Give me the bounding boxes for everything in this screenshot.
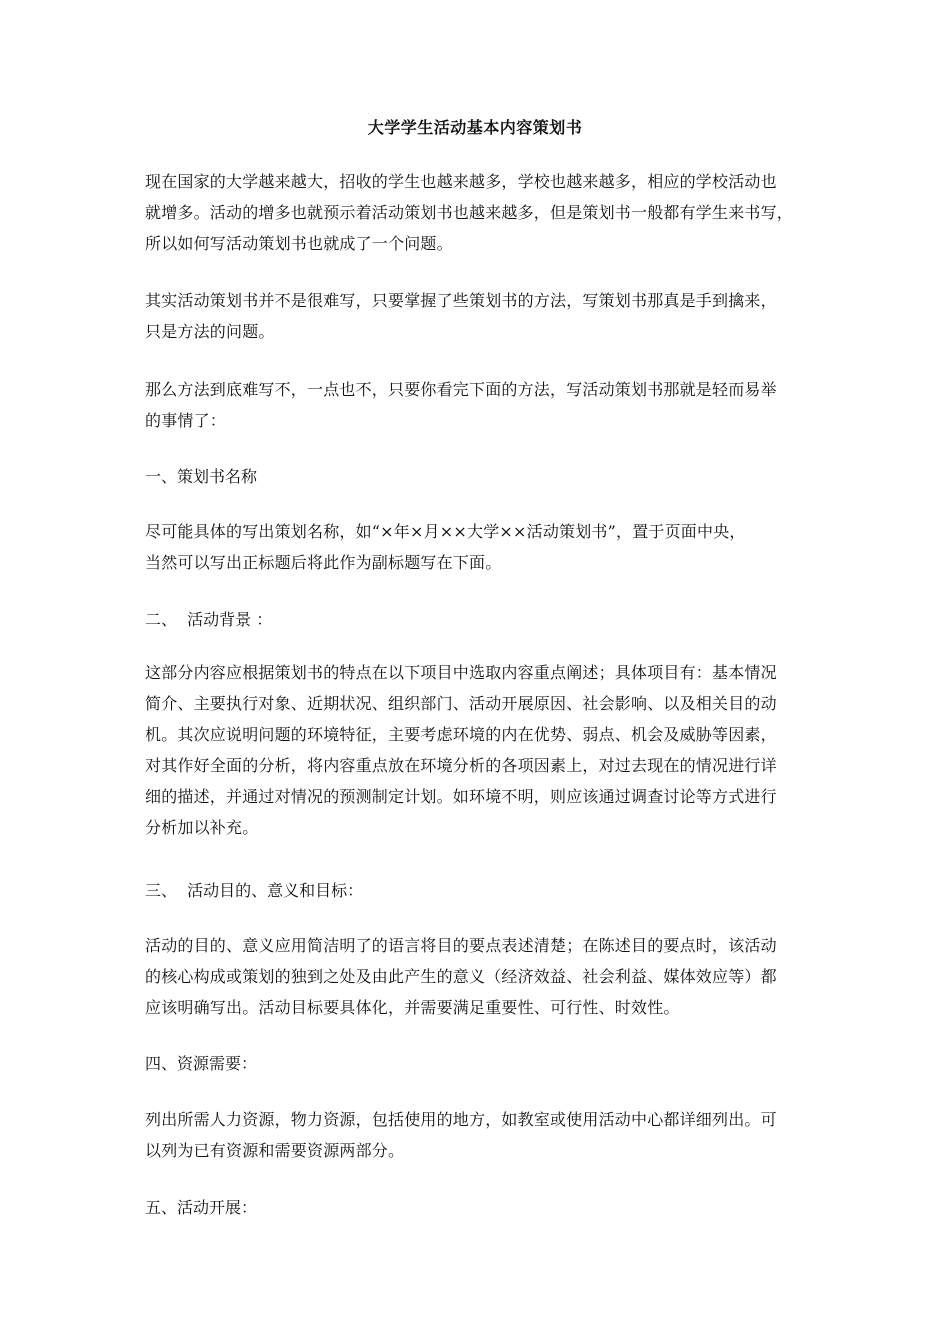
paragraph-line: 其实活动策划书并不是很难写，只要掌握了些策划书的方法，写策划书那真是手到擒来，: [145, 291, 777, 310]
paragraph-line: 尽可能具体的写出策划名称，如“×年×月××大学××活动策划书”，置于页面中央，: [145, 522, 746, 541]
paragraph-line: 的事情了：: [145, 411, 227, 430]
paragraph-line: 机。其次应说明问题的环境特征，主要考虑环境的内在优势、弱点、机会及威胁等因素，: [145, 725, 777, 744]
section-heading-purpose: 三、 活动目的、意义和目标：: [145, 881, 364, 900]
section-heading-background: 二、 活动背景 ：: [145, 610, 273, 629]
section-heading-name: 一、策划书名称: [145, 467, 258, 486]
paragraph-line: 现在国家的大学越来越大，招收的学生也越来越多，学校也越来越多，相应的学校活动也: [145, 172, 777, 191]
paragraph-name-desc: [145, 516, 810, 578]
paragraph-line: 对其作好全面的分析，将内容重点放在环境分析的各项因素上，对过去现在的情况进行详: [145, 756, 777, 775]
paragraph-purpose-desc: [145, 930, 810, 1023]
paragraph-line: 列出所需人力资源，物力资源，包括使用的地方，如教室或使用活动中心都详细列出。可: [145, 1110, 777, 1129]
paragraph-not-hard: [145, 285, 810, 347]
paragraph-line: 这部分内容应根据策划书的特点在以下项目中选取内容重点阐述；具体项目有：基本情况: [145, 663, 777, 682]
paragraph-intro: [145, 166, 810, 259]
paragraph-line: 那么方法到底难写不，一点也不，只要你看完下面的方法，写活动策划书那就是轻而易举: [145, 380, 777, 399]
paragraph-line: 当然可以写出正标题后将此作为副标题写在下面。: [145, 553, 502, 572]
paragraph-line: 活动的目的、意义应用简洁明了的语言将目的要点表述清楚；在陈述目的要点时，该活动: [145, 936, 777, 955]
section-heading-resources: 四、资源需要：: [145, 1054, 258, 1073]
document-title: 大学学生活动基本内容策划书: [367, 118, 583, 137]
paragraph-line: 简介、主要执行对象、近期状况、组织部门、活动开展原因、社会影响、以及相关目的动: [145, 694, 777, 713]
paragraph-line: 细的描述，并通过对情况的预测制定计划。如环境不明，则应该通过调查讨论等方式进行: [145, 787, 777, 806]
paragraph-line: 分析加以补充。: [145, 818, 259, 837]
paragraph-line: 以列为已有资源和需要资源两部分。: [145, 1141, 405, 1160]
paragraph-line: 所以如何写活动策划书也就成了一个问题。: [145, 234, 453, 253]
paragraph-line: 的核心构成或策划的独到之处及由此产生的意义（经济效益、社会利益、媒体效应等）都: [145, 967, 777, 986]
paragraph-line: 就增多。活动的增多也就预示着活动策划书也越来越多，但是策划书一般都有学生来书写，: [145, 203, 794, 222]
paragraph-line: 只是方法的问题。: [145, 322, 275, 341]
section-heading-activity: 五、活动开展：: [145, 1198, 258, 1217]
paragraph-line: 应该明确写出。活动目标要具体化，并需要满足重要性、可行性、时效性。: [145, 998, 680, 1017]
paragraph-method: [145, 374, 810, 436]
paragraph-background-desc: [145, 657, 810, 843]
paragraph-resources-desc: [145, 1104, 810, 1166]
